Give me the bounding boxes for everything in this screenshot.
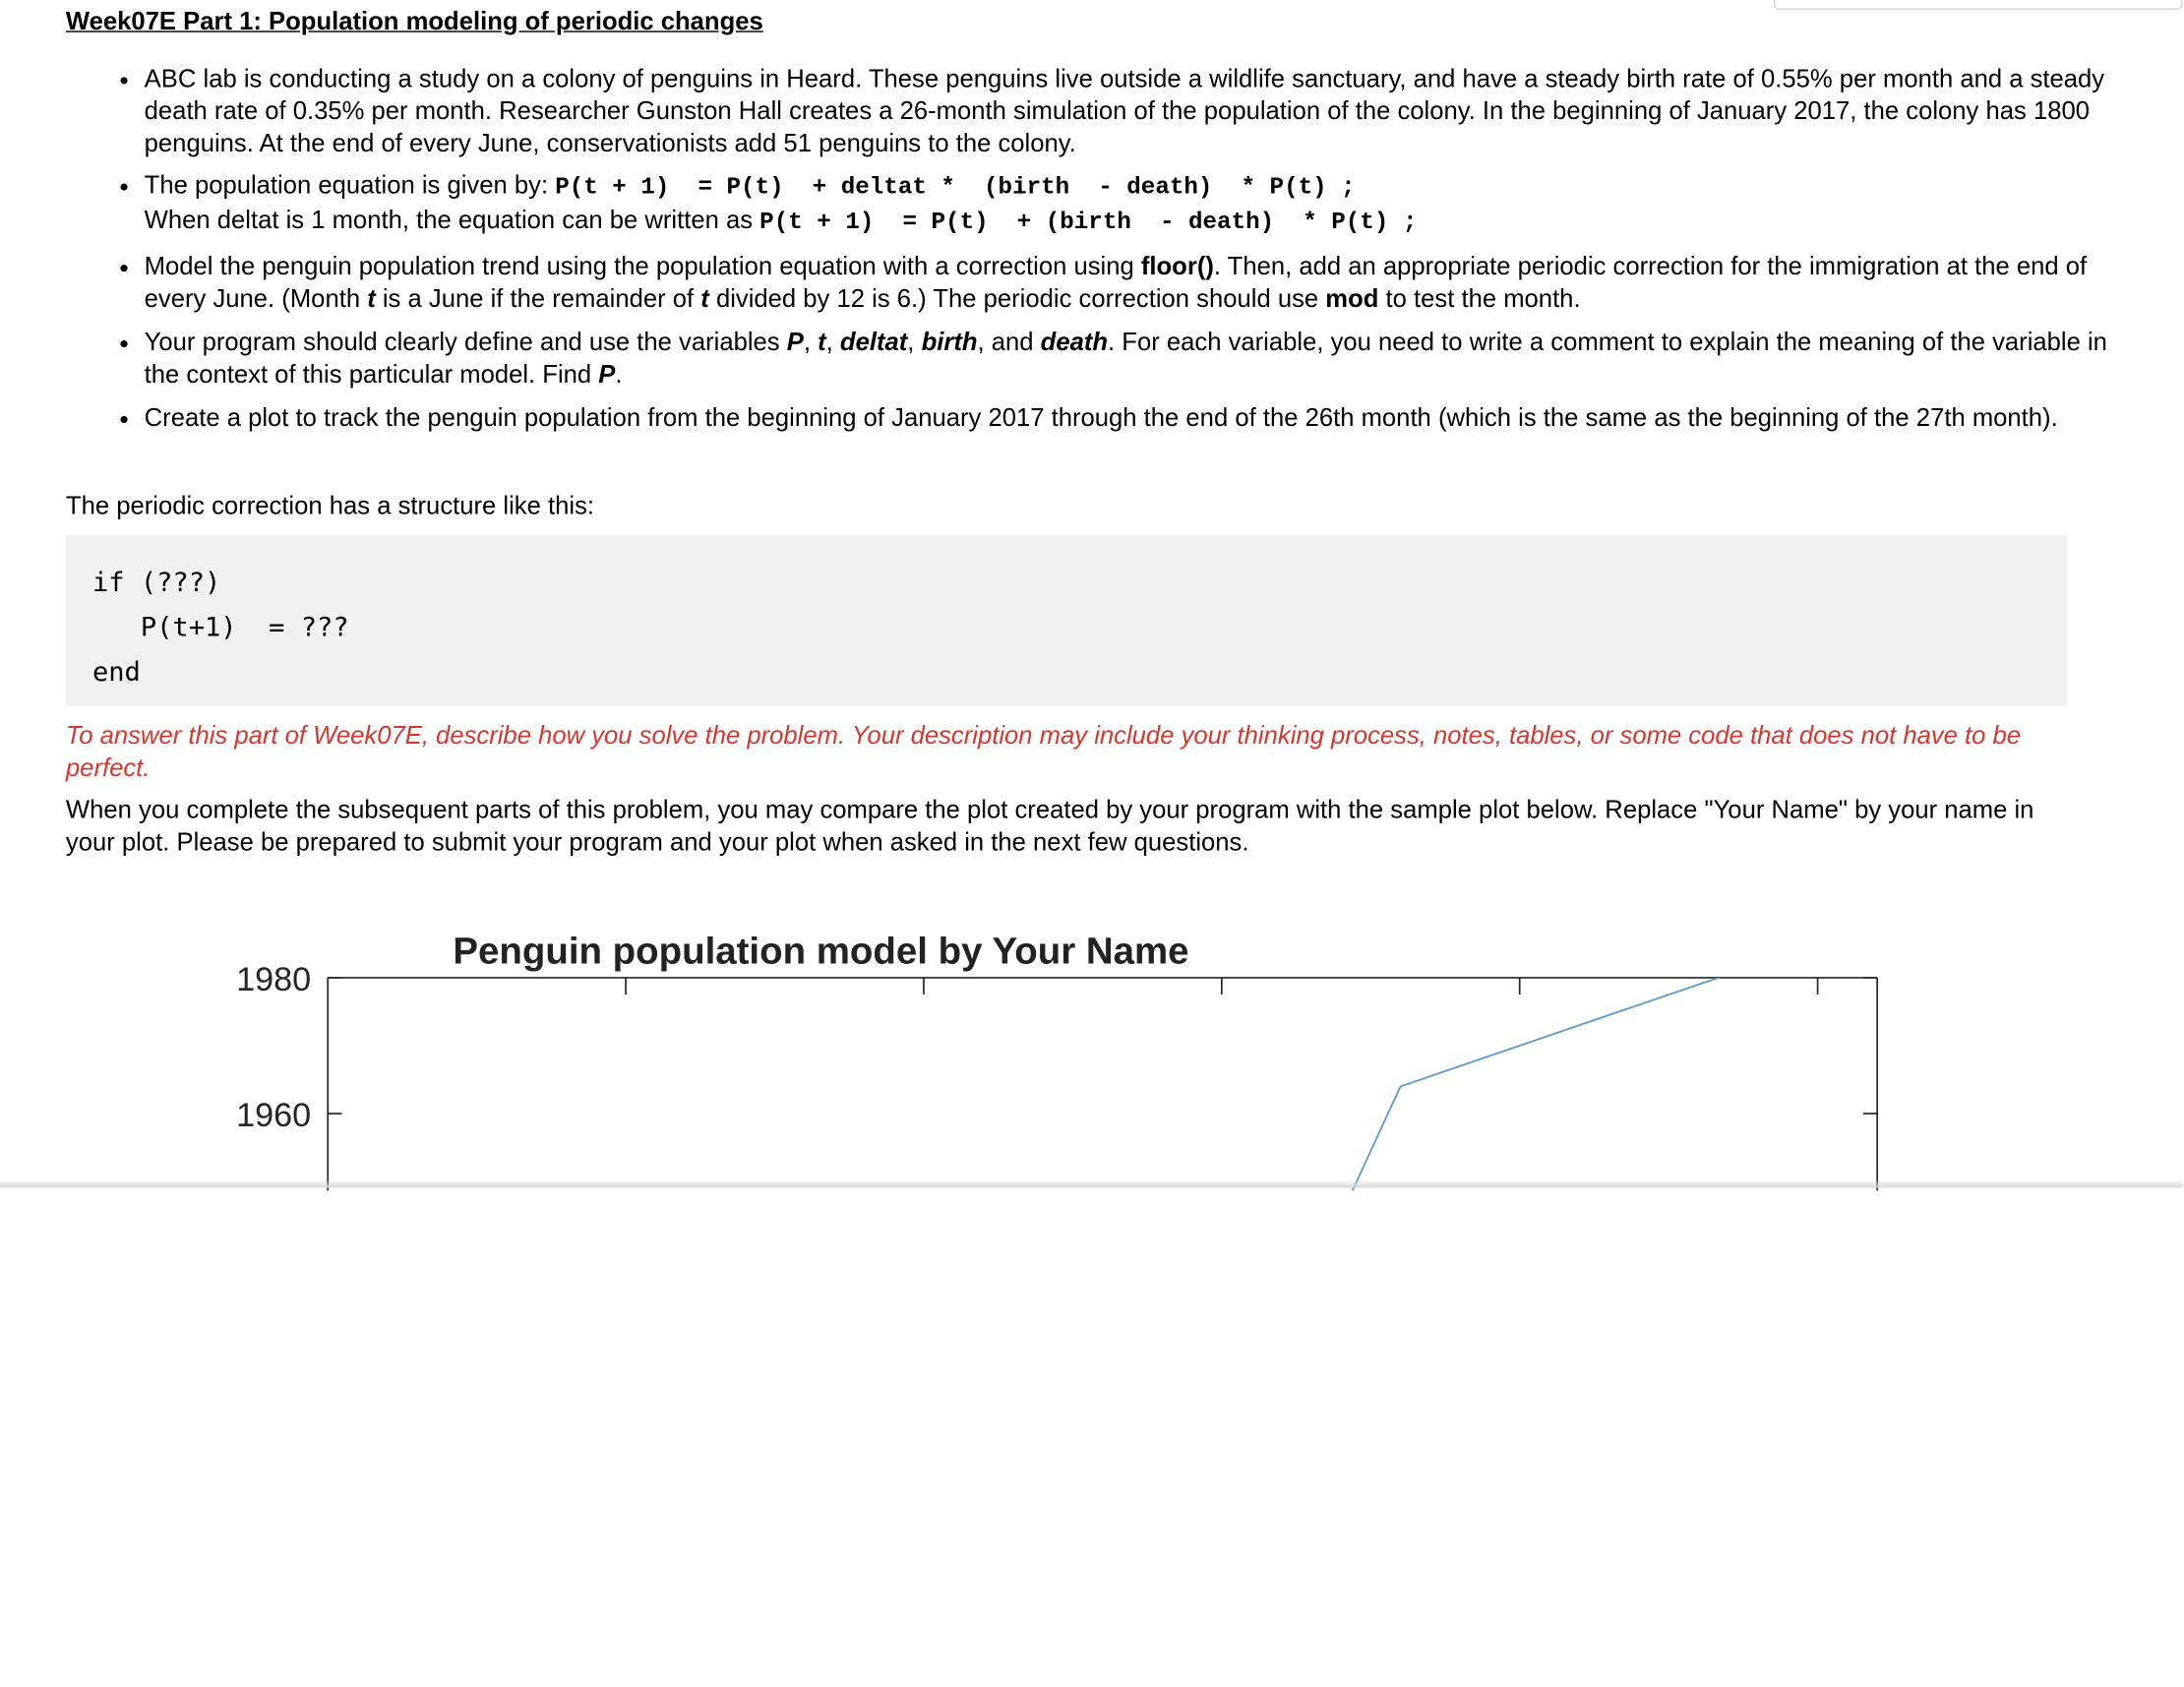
- code-block: [66, 535, 2068, 706]
- equation-code: P(t + 1) = P(t) + (birth - death) * P(t) ;: [759, 210, 1418, 237]
- list-item: • Your program should clearly define and use the variables P, t, deltat, birth, and death. For each variable, you need to write a comment to explain the meaning of the variable in the context of this particular model. Find P.: [145, 327, 2113, 392]
- bottom-scroll-shadow: [0, 1179, 2183, 1188]
- list-item: • ABC lab is conducting a study on a colony of penguins in Heard. These penguins live outside a wildlife sanctuary, and have a steady birth rate of 0.55% per month and a steady death rate of 0.35% per month. Researcher Gunston Hall creates a 26-month simulation of the population of the colony. In the beginning of January 2017, the colony has 1800 penguins. At the end of every June, conservationists add 51 penguins to the colony.: [145, 63, 2113, 159]
- page-title: Week07E Part 1: Population modeling of periodic changes: [65, 7, 763, 35]
- list-item: • The population equation is given by: P(t + 1) = P(t) + deltat * (birth - death) * P(t) ; When deltat is 1 month, the equation can be written as P(t + 1) = P(t) + (birth - death) * P(t) ;: [145, 169, 2113, 239]
- comparison-paragraph: When you complete the subsequent parts of this problem, you may compare the plot created by your program with the sample plot below. Replace "Your Name" by your name in your plot. Please be prepared to submit your program and your plot when asked in the next few questions.: [65, 795, 2034, 857]
- series-line: [1341, 964, 1758, 1190]
- chart-title: Penguin population model by Your Name: [453, 930, 1189, 973]
- y-tick-label: 1980: [236, 960, 312, 998]
- corner-panel: [1774, 0, 2183, 10]
- code-intro: The periodic correction has a structure like this:: [65, 491, 595, 520]
- code-line: if (???): [91, 567, 221, 599]
- code-line: P(t+1) = ???: [91, 612, 349, 643]
- equation-code: P(t + 1) = P(t) + deltat * (birth - death) * P(t) ;: [555, 175, 1356, 203]
- task-list: [91, 63, 2113, 446]
- code-line: end: [91, 656, 141, 689]
- list-item: • Create a plot to track the penguin population from the beginning of January 2017 through the end of the 26th month (which is the same as the beginning of the 27th month).: [145, 402, 2113, 435]
- population-chart: [211, 911, 1906, 1191]
- instruction-note: To answer this part of Week07E, describe how you solve the problem. Your description may include your thinking process, notes, tables, or some code that does not have to be perfect.: [65, 721, 2022, 782]
- list-item: • Model the penguin population trend using the population equation with a correction using floor(). Then, add an appropriate periodic correction for the immigration at the end of every June. (Month t is a June if the remainder of t divided by 12 is 6.) The periodic correction should use mod to test the month.: [145, 251, 2113, 316]
- y-tick-label: 1960: [236, 1096, 312, 1134]
